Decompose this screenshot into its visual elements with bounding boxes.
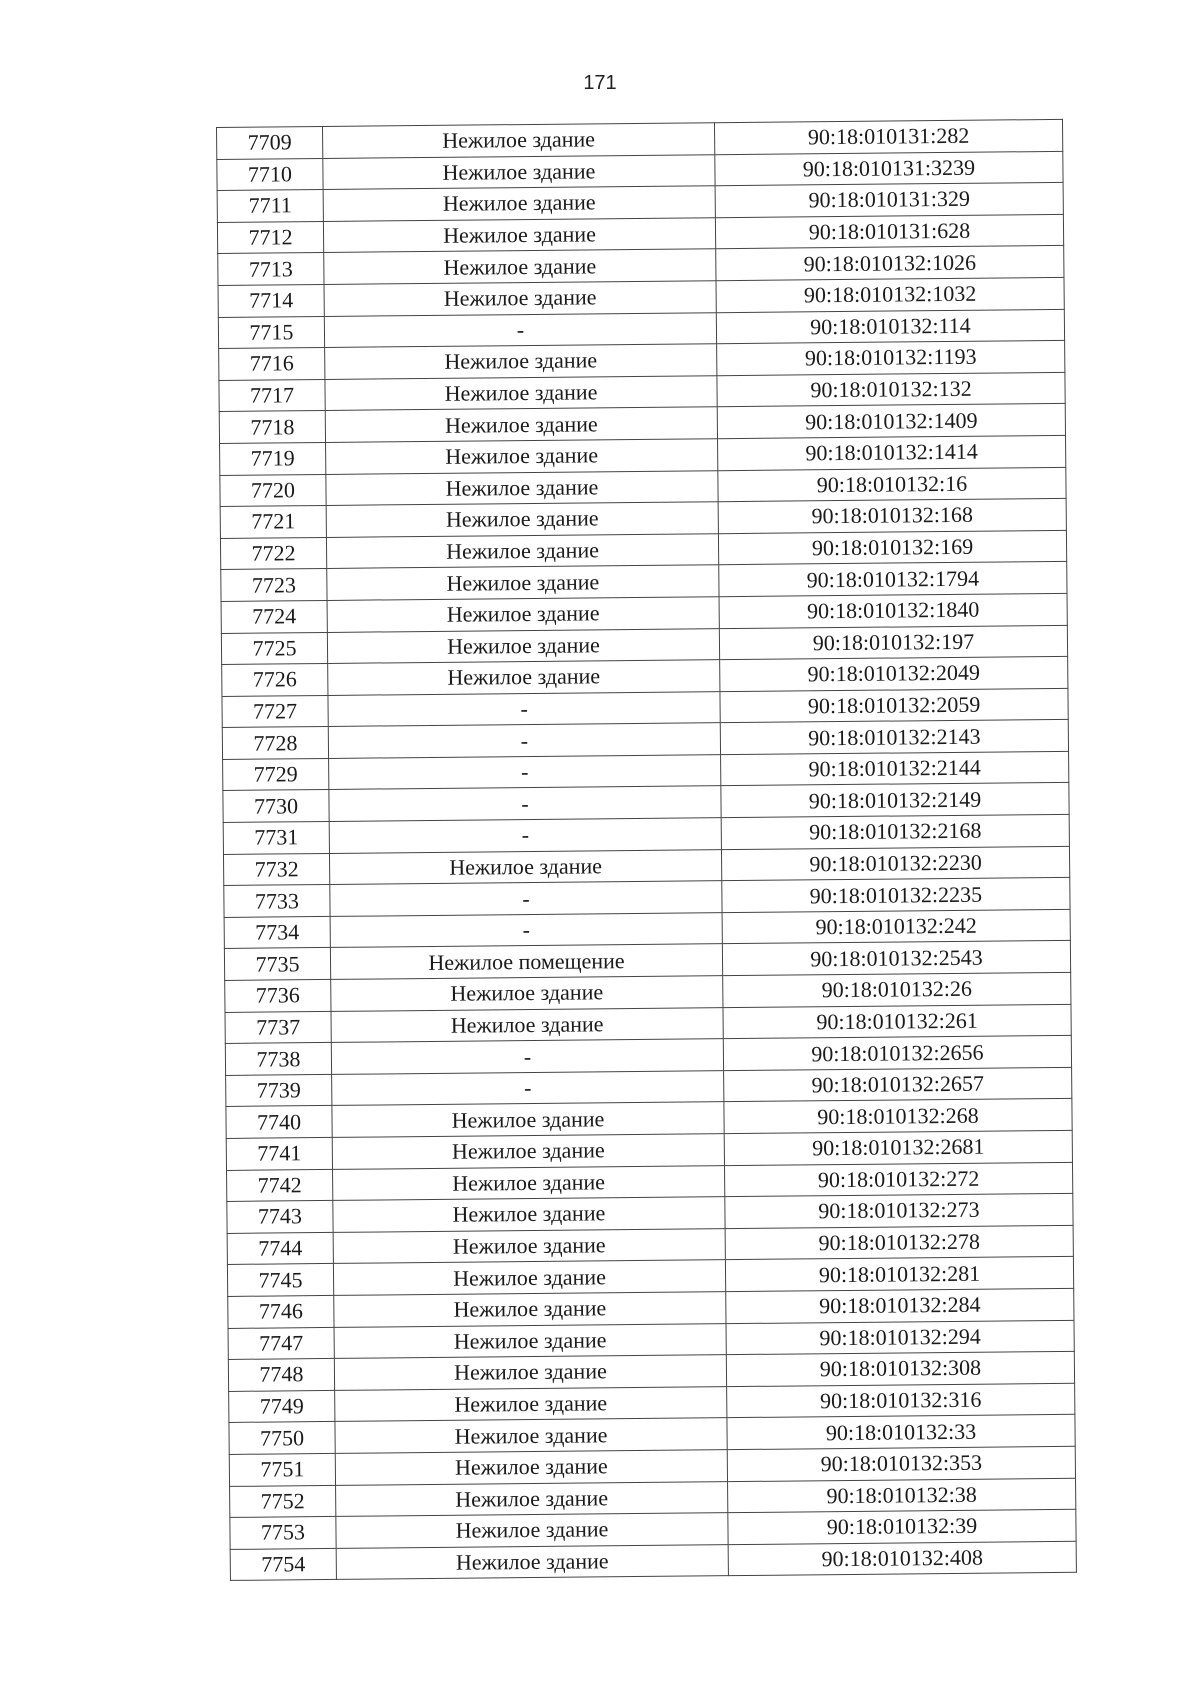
cadastral-number-cell: 90:18:010132:2657 bbox=[724, 1067, 1072, 1102]
object-name-cell: Нежилое здание bbox=[336, 1513, 728, 1548]
object-name-cell: Нежилое здание bbox=[326, 502, 718, 537]
cadastral-number-cell: 90:18:010132:2681 bbox=[724, 1130, 1072, 1165]
page-number: 171 bbox=[583, 72, 617, 94]
cadastral-number-cell: 90:18:010132:168 bbox=[718, 498, 1066, 533]
cadastral-number-cell: 90:18:010132:1032 bbox=[716, 277, 1064, 312]
cadastral-number-cell: 90:18:010132:132 bbox=[717, 372, 1065, 407]
object-name-cell: - bbox=[329, 786, 721, 821]
cadastral-number-cell: 90:18:010132:2543 bbox=[722, 941, 1070, 976]
row-number-cell: 7729 bbox=[223, 758, 329, 791]
cadastral-number-cell: 90:18:010132:33 bbox=[727, 1415, 1075, 1450]
row-number-cell: 7739 bbox=[226, 1074, 332, 1107]
object-name-cell: Нежилое здание bbox=[323, 154, 715, 189]
registry-table-body bbox=[217, 119, 1077, 1580]
row-number-cell: 7740 bbox=[226, 1106, 332, 1139]
cadastral-number-cell: 90:18:010132:1414 bbox=[718, 435, 1066, 470]
row-number-cell: 7749 bbox=[229, 1390, 335, 1423]
row-number-cell: 7718 bbox=[219, 411, 325, 444]
object-name-cell: Нежилое здание bbox=[333, 1197, 725, 1232]
cadastral-number-cell: 90:18:010132:2149 bbox=[721, 783, 1069, 818]
cadastral-number-cell: 90:18:010132:39 bbox=[728, 1509, 1076, 1544]
row-number-cell: 7710 bbox=[217, 158, 323, 191]
row-number-cell: 7744 bbox=[227, 1232, 333, 1265]
object-name-cell: Нежилое здание bbox=[336, 1481, 728, 1516]
cadastral-number-cell: 90:18:010131:3239 bbox=[715, 151, 1063, 186]
cadastral-number-cell: 90:18:010132:1409 bbox=[717, 404, 1065, 439]
cadastral-number-cell: 90:18:010132:2230 bbox=[721, 846, 1069, 881]
row-number-cell: 7709 bbox=[217, 126, 323, 159]
object-name-cell: Нежилое здание bbox=[326, 533, 718, 568]
cadastral-number-cell: 90:18:010132:114 bbox=[716, 309, 1064, 344]
object-name-cell: - bbox=[329, 818, 721, 853]
row-number-cell: 7724 bbox=[221, 600, 327, 633]
row-number-cell: 7745 bbox=[227, 1264, 333, 1297]
cadastral-number-cell: 90:18:010132:197 bbox=[719, 625, 1067, 660]
row-number-cell: 7750 bbox=[229, 1422, 335, 1455]
row-number-cell: 7734 bbox=[224, 916, 330, 949]
object-name-cell: Нежилое здание bbox=[333, 1260, 725, 1295]
cadastral-number-cell: 90:18:010132:2168 bbox=[721, 814, 1069, 849]
row-number-cell: 7754 bbox=[230, 1548, 336, 1581]
cadastral-number-cell: 90:18:010132:1840 bbox=[719, 593, 1067, 628]
object-name-cell: Нежилое здание bbox=[322, 123, 714, 158]
row-number-cell: 7741 bbox=[226, 1137, 332, 1170]
cadastral-number-cell: 90:18:010132:268 bbox=[724, 1099, 1072, 1134]
object-name-cell: Нежилое здание bbox=[326, 470, 718, 505]
row-number-cell: 7753 bbox=[230, 1517, 336, 1550]
object-name-cell: Нежилое здание bbox=[324, 249, 716, 284]
cadastral-number-cell: 90:18:010132:2143 bbox=[720, 720, 1068, 755]
object-name-cell: Нежилое здание bbox=[335, 1386, 727, 1421]
cadastral-number-cell: 90:18:010132:284 bbox=[726, 1288, 1074, 1323]
object-name-cell: Нежилое здание bbox=[331, 1007, 723, 1042]
row-number-cell: 7747 bbox=[228, 1327, 334, 1360]
object-name-cell: Нежилое здание bbox=[327, 628, 719, 663]
row-number-cell: 7727 bbox=[222, 695, 328, 728]
row-number-cell: 7736 bbox=[225, 979, 331, 1012]
object-name-cell: - bbox=[329, 755, 721, 790]
registry-table bbox=[216, 119, 1077, 1581]
row-number-cell: 7743 bbox=[227, 1201, 333, 1234]
object-name-cell: Нежилое здание bbox=[334, 1323, 726, 1358]
object-name-cell: - bbox=[330, 881, 722, 916]
object-name-cell: Нежилое здание bbox=[334, 1292, 726, 1327]
row-number-cell: 7733 bbox=[224, 885, 330, 918]
object-name-cell: Нежилое здание bbox=[336, 1544, 728, 1579]
cadastral-number-cell: 90:18:010132:281 bbox=[725, 1257, 1073, 1292]
cadastral-number-cell: 90:18:010131:282 bbox=[714, 119, 1062, 154]
object-name-cell: Нежилое здание bbox=[334, 1355, 726, 1390]
cadastral-number-cell: 90:18:010132:26 bbox=[723, 972, 1071, 1007]
object-name-cell: Нежилое здание bbox=[335, 1450, 727, 1485]
cadastral-number-cell: 90:18:010131:628 bbox=[715, 214, 1063, 249]
cadastral-number-cell: 90:18:010132:273 bbox=[725, 1194, 1073, 1229]
row-number-cell: 7725 bbox=[221, 632, 327, 665]
row-number-cell: 7737 bbox=[225, 1011, 331, 1044]
object-name-cell: - bbox=[328, 691, 720, 726]
table-row bbox=[230, 1541, 1076, 1581]
object-name-cell: Нежилое здание bbox=[325, 344, 717, 379]
cadastral-number-cell: 90:18:010132:2059 bbox=[720, 688, 1068, 723]
object-name-cell: - bbox=[332, 1070, 724, 1105]
cadastral-number-cell: 90:18:010132:2144 bbox=[721, 751, 1069, 786]
row-number-cell: 7720 bbox=[220, 474, 326, 507]
row-number-cell: 7723 bbox=[221, 569, 327, 602]
cadastral-number-cell: 90:18:010132:242 bbox=[722, 909, 1070, 944]
row-number-cell: 7732 bbox=[223, 853, 329, 886]
row-number-cell: 7752 bbox=[230, 1485, 336, 1518]
row-number-cell: 7728 bbox=[222, 727, 328, 760]
object-name-cell: Нежилое здание bbox=[325, 407, 717, 442]
row-number-cell: 7735 bbox=[224, 948, 330, 981]
cadastral-number-cell: 90:18:010132:353 bbox=[727, 1446, 1075, 1481]
object-name-cell: Нежилое здание bbox=[332, 1102, 724, 1137]
cadastral-number-cell: 90:18:010132:169 bbox=[718, 530, 1066, 565]
object-name-cell: Нежилое здание bbox=[333, 1165, 725, 1200]
cadastral-number-cell: 90:18:010132:261 bbox=[723, 1004, 1071, 1039]
scan-artifact bbox=[100, 1640, 240, 1660]
object-name-cell: Нежилое здание bbox=[327, 565, 719, 600]
row-number-cell: 7742 bbox=[227, 1169, 333, 1202]
document-sheet bbox=[216, 119, 1076, 1581]
object-name-cell: Нежилое здание bbox=[328, 660, 720, 695]
row-number-cell: 7746 bbox=[228, 1295, 334, 1328]
cadastral-number-cell: 90:18:010132:272 bbox=[724, 1162, 1072, 1197]
row-number-cell: 7711 bbox=[217, 190, 323, 223]
object-name-cell: Нежилое помещение bbox=[330, 944, 722, 979]
cadastral-number-cell: 90:18:010132:294 bbox=[726, 1320, 1074, 1355]
object-name-cell: - bbox=[330, 913, 722, 948]
object-name-cell: Нежилое здание bbox=[327, 597, 719, 632]
object-name-cell: Нежилое здание bbox=[326, 439, 718, 474]
cadastral-number-cell: 90:18:010132:2656 bbox=[723, 1036, 1071, 1071]
cadastral-number-cell: 90:18:010132:16 bbox=[718, 467, 1066, 502]
row-number-cell: 7714 bbox=[218, 284, 324, 317]
object-name-cell: - bbox=[331, 1039, 723, 1074]
cadastral-number-cell: 90:18:010132:308 bbox=[726, 1351, 1074, 1386]
object-name-cell: Нежилое здание bbox=[333, 1228, 725, 1263]
cadastral-number-cell: 90:18:010132:2235 bbox=[722, 878, 1070, 913]
cadastral-number-cell: 90:18:010132:38 bbox=[728, 1478, 1076, 1513]
cadastral-number-cell: 90:18:010132:278 bbox=[725, 1225, 1073, 1260]
row-number-cell: 7751 bbox=[229, 1453, 335, 1486]
row-number-cell: 7731 bbox=[223, 822, 329, 855]
row-number-cell: 7719 bbox=[220, 442, 326, 475]
row-number-cell: 7712 bbox=[217, 221, 323, 254]
cadastral-number-cell: 90:18:010132:1193 bbox=[717, 341, 1065, 376]
row-number-cell: 7748 bbox=[228, 1359, 334, 1392]
object-name-cell: - bbox=[324, 312, 716, 347]
row-number-cell: 7726 bbox=[222, 664, 328, 697]
row-number-cell: 7716 bbox=[219, 348, 325, 381]
cadastral-number-cell: 90:18:010132:1026 bbox=[716, 246, 1064, 281]
row-number-cell: 7717 bbox=[219, 379, 325, 412]
object-name-cell: Нежилое здание bbox=[335, 1418, 727, 1453]
object-name-cell: Нежилое здание bbox=[329, 849, 721, 884]
cadastral-number-cell: 90:18:010132:1794 bbox=[719, 562, 1067, 597]
cadastral-number-cell: 90:18:010132:316 bbox=[727, 1383, 1075, 1418]
object-name-cell: Нежилое здание bbox=[331, 976, 723, 1011]
cadastral-number-cell: 90:18:010132:2049 bbox=[720, 656, 1068, 691]
cadastral-number-cell: 90:18:010131:329 bbox=[715, 183, 1063, 218]
row-number-cell: 7738 bbox=[225, 1043, 331, 1076]
row-number-cell: 7722 bbox=[220, 537, 326, 570]
object-name-cell: Нежилое здание bbox=[332, 1134, 724, 1169]
cadastral-number-cell: 90:18:010132:408 bbox=[728, 1541, 1076, 1576]
object-name-cell: Нежилое здание bbox=[324, 281, 716, 316]
row-number-cell: 7730 bbox=[223, 790, 329, 823]
object-name-cell: Нежилое здание bbox=[323, 217, 715, 252]
row-number-cell: 7713 bbox=[218, 253, 324, 286]
row-number-cell: 7715 bbox=[218, 316, 324, 349]
row-number-cell: 7721 bbox=[220, 506, 326, 539]
object-name-cell: - bbox=[328, 723, 720, 758]
object-name-cell: Нежилое здание bbox=[323, 186, 715, 221]
object-name-cell: Нежилое здание bbox=[325, 375, 717, 410]
